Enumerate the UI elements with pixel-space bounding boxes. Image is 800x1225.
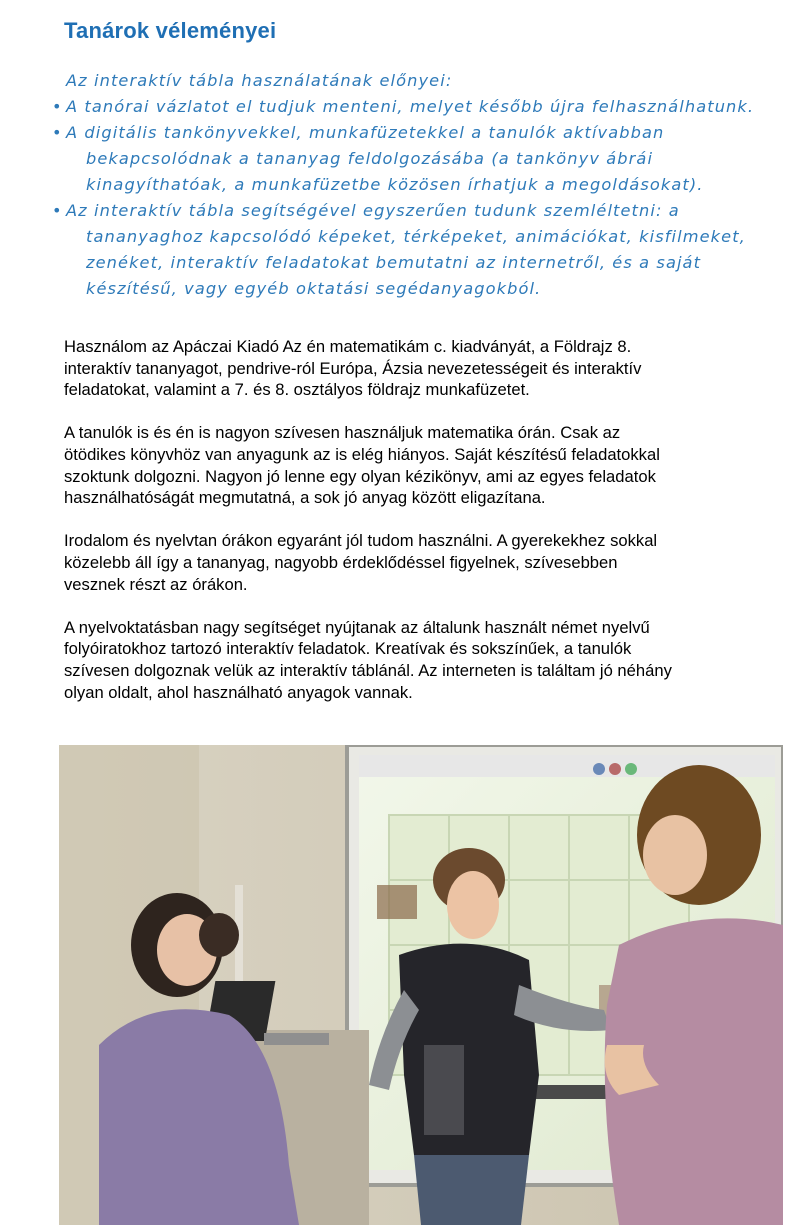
puzzle-piece xyxy=(377,885,417,919)
child-hair xyxy=(199,913,239,957)
toolbar-button-icon xyxy=(625,763,637,775)
teacher-testimonials xyxy=(64,336,784,725)
shirt-print xyxy=(424,1045,464,1135)
toolbar-button-icon xyxy=(609,763,621,775)
laptop-base xyxy=(264,1033,329,1045)
paragraph-line: használhatóságát megmutatná, a sok jó anyag között eligazítana. xyxy=(64,488,546,508)
paragraph-line: olyan oldalt, ahol használható anyagok vannak. xyxy=(64,682,413,702)
advantage-item xyxy=(52,94,792,120)
paragraph xyxy=(64,422,784,508)
boy-jeans xyxy=(414,1155,529,1225)
advantage-line: kinagyíthatóak, a munkafüzetbe közösen írhatjuk a megoldásokat). xyxy=(86,175,704,194)
advantage-line: tananyaghoz kapcsolódó képeket, térképeket, animációkat, kisfilmeket, xyxy=(86,227,746,246)
advantage-line: A digitális tankönyvekkel, munkafüzetekkel a tanulók aktívabban xyxy=(66,123,665,142)
paragraph-line: feladatokat, valamint a 7. és 8. osztályos földrajz munkafüzetet. xyxy=(64,380,530,400)
paragraph-line: interaktív tananyagot, pendrive-ról Európa, Ázsia nevezetességeit és interaktív xyxy=(64,358,642,378)
boy-face xyxy=(447,871,499,939)
advantage-item xyxy=(52,120,792,198)
paragraph xyxy=(64,617,784,703)
teacher-face xyxy=(643,815,707,895)
advantage-line: készítésű, vagy egyéb oktatási segédanyagokból. xyxy=(86,279,542,298)
paragraph-line: Használom az Apáczai Kiadó Az én matematikám c. kiadványát, a Földrajz 8. xyxy=(64,337,632,356)
paragraph xyxy=(64,530,784,595)
bullet-icon: • xyxy=(52,123,63,142)
paragraph-line: szoktunk dolgozni. Nagyon jó lenne egy olyan kézikönyv, ami az egyes feladatok xyxy=(64,466,656,486)
paragraph-line: szívesen dolgoznak velük az interaktív táblánál. Az interneten is találtam jó néhány xyxy=(64,660,672,680)
advantage-line: bekapcsolódnak a tananyag feldolgozásába (a tankönyv ábrái xyxy=(86,149,654,168)
paragraph-line: Irodalom és nyelvtan órákon egyaránt jól tudom használni. A gyerekekhez sokkal xyxy=(64,531,658,551)
paragraph-line: A nyelvoktatásban nagy segítséget nyújtanak az általunk használt német nyelvű xyxy=(64,617,650,637)
paragraph xyxy=(64,336,784,401)
toolbar-button-icon xyxy=(593,763,605,775)
advantages-intro: Az interaktív tábla használatának előnyei: xyxy=(66,71,453,90)
paragraph-line: A tanulók is és én is nagyon szívesen használjuk matematika órán. Csak az xyxy=(64,423,621,443)
advantages-list xyxy=(52,68,792,302)
bullet-icon: • xyxy=(52,97,63,116)
paragraph-line: ötödikes könyvhöz van anyagunk az is elég hiányos. Saját készítésű feladatokkal xyxy=(64,444,660,464)
classroom-photo xyxy=(59,745,783,1225)
bullet-icon: • xyxy=(52,201,63,220)
advantage-line: Az interaktív tábla segítségével egyszerűen tudunk szemléltetni: a xyxy=(66,201,680,220)
boy-shirt xyxy=(399,944,539,1155)
page-title: Tanárok véleményei xyxy=(64,18,277,43)
advantage-line: A tanórai vázlatot el tudjuk menteni, melyet később újra felhasználhatunk. xyxy=(66,97,755,116)
paragraph-line: vesznek részt az órákon. xyxy=(64,574,248,594)
advantage-line: zenéket, interaktív feladatokat bemutatni az internetről, és a saját xyxy=(86,253,702,272)
advantage-item xyxy=(52,198,792,302)
paragraph-line: közelebb áll így a tananyag, nagyobb érdeklődéssel figyelnek, szívesebben xyxy=(64,552,618,572)
paragraph-line: folyóiratokhoz tartozó interaktív feladatok. Kreatívak és sokszínűek, a tanulók xyxy=(64,639,632,659)
classroom-photo-illustration xyxy=(59,745,783,1225)
